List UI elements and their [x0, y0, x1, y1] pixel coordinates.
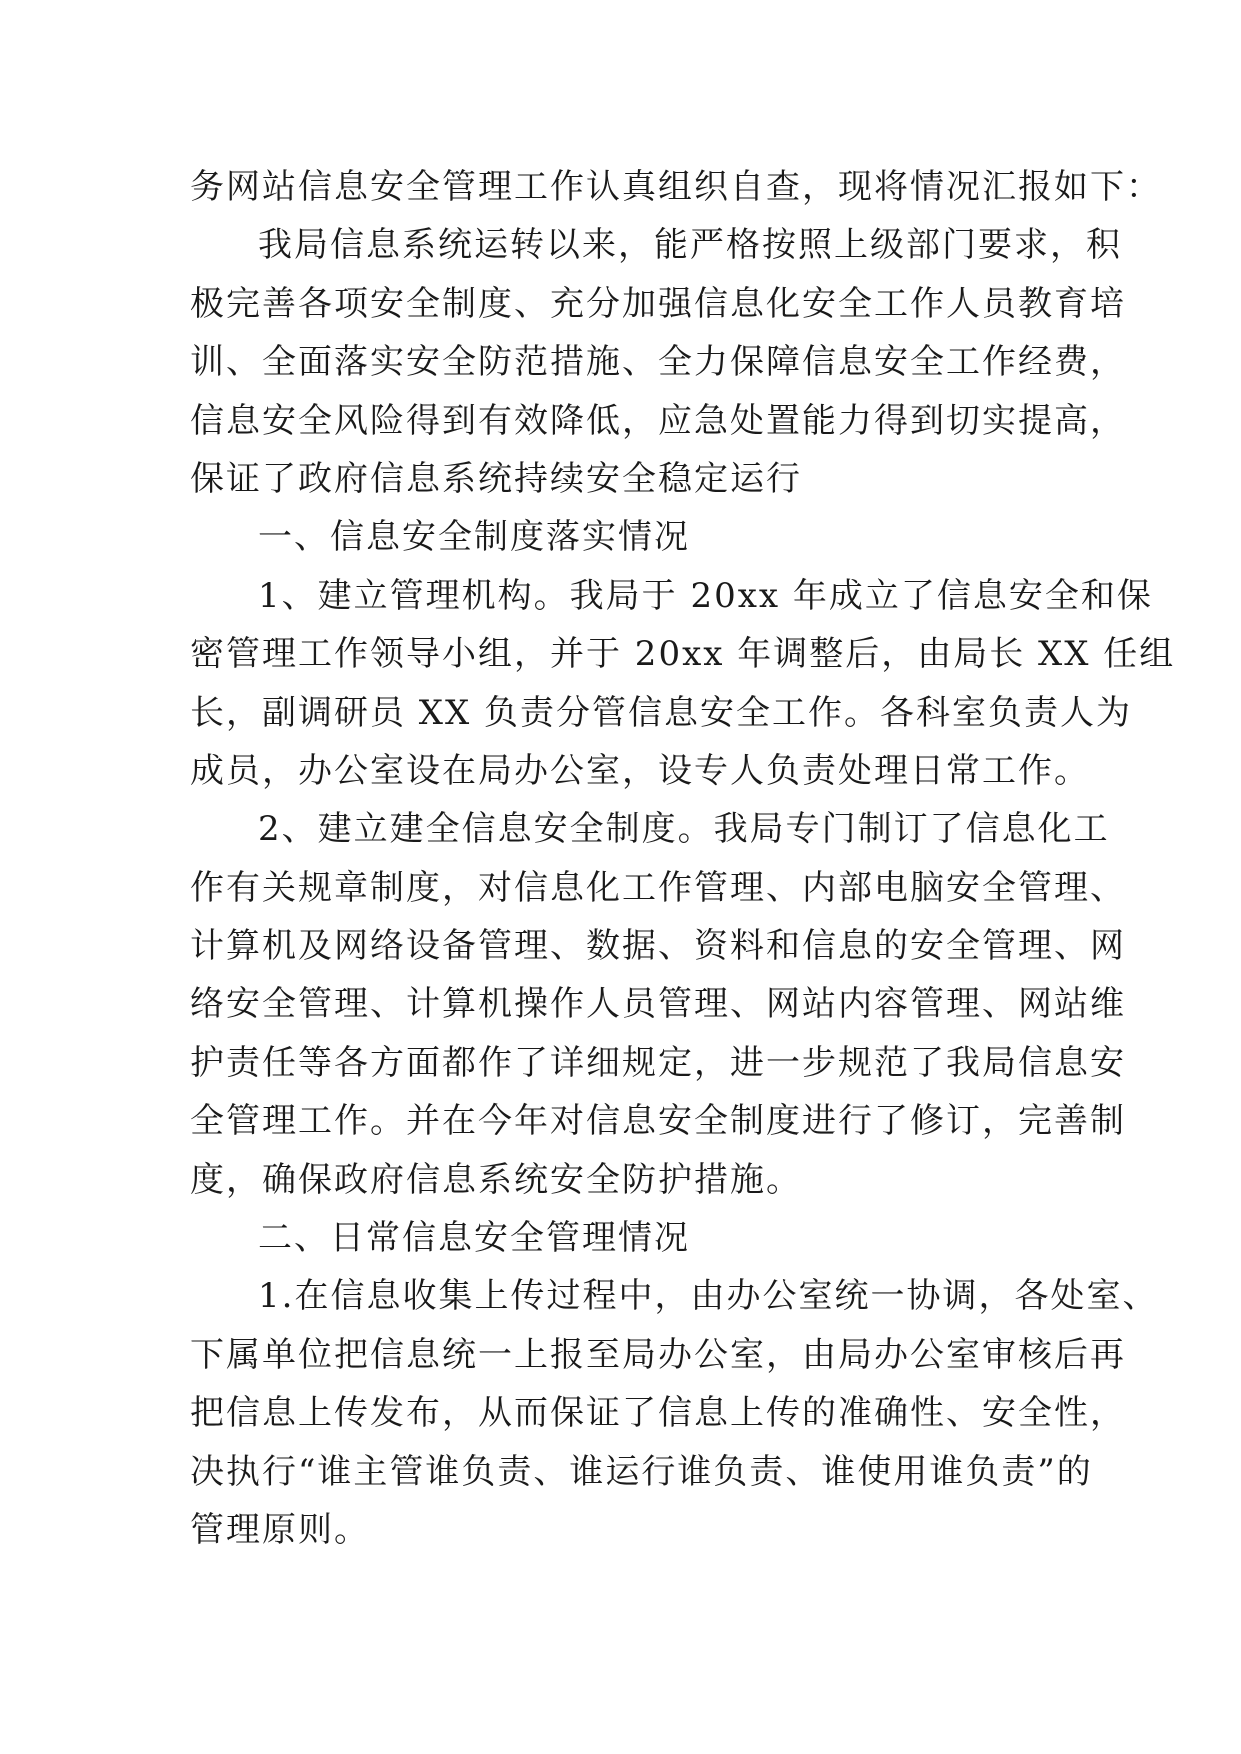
text-line: 长，副调研员 XX 负责分管信息安全工作。各科室负责人为: [190, 692, 1133, 733]
text-line: 1.在信息收集上传过程中，由办公室统一协调，各处室、: [258, 1276, 1159, 1317]
text-line: 训、全面落实安全防范措施、全力保障信息安全工作经费，: [190, 342, 1126, 383]
text-line: 极完善各项安全制度、充分加强信息化安全工作人员教育培: [190, 283, 1126, 324]
text-line: 决执行“谁主管谁负责、谁运行谁负责、谁使用谁负责”的: [190, 1451, 1093, 1492]
text-line: 全管理工作。并在今年对信息安全制度进行了修订，完善制: [190, 1101, 1126, 1142]
section-heading: 二、日常信息安全管理情况: [258, 1218, 690, 1259]
document-body: [190, 158, 1176, 1559]
text-line: 把信息上传发布，从而保证了信息上传的准确性、安全性，: [190, 1393, 1126, 1434]
text-line: 我局信息系统运转以来，能严格按照上级部门要求，积: [258, 225, 1122, 266]
text-line: 护责任等各方面都作了详细规定，进一步规范了我局信息安: [190, 1042, 1126, 1083]
text-line: 保证了政府信息系统持续安全稳定运行: [190, 458, 802, 499]
text-line: 信息安全风险得到有效降低，应急处置能力得到切实提高，: [190, 400, 1126, 441]
section-heading: 一、信息安全制度落实情况: [258, 517, 690, 558]
text-line: 管理原则。: [190, 1509, 370, 1550]
text-line: 2、建立建全信息安全制度。我局专门制订了信息化工: [258, 809, 1110, 850]
text-line: 密管理工作领导小组，并于 20xx 年调整后，由局长 XX 任组: [190, 634, 1176, 675]
text-line: 作有关规章制度，对信息化工作管理、内部电脑安全管理、: [190, 867, 1126, 908]
text-line: 络安全管理、计算机操作人员管理、网站内容管理、网站维: [190, 984, 1126, 1025]
text-line: 下属单位把信息统一上报至局办公室，由局办公室审核后再: [190, 1334, 1126, 1375]
text-line: 计算机及网络设备管理、数据、资料和信息的安全管理、网: [190, 926, 1126, 967]
text-line: 1、建立管理机构。我局于 20xx 年成立了信息安全和保: [258, 575, 1153, 616]
text-line: 成员，办公室设在局办公室，设专人负责处理日常工作。: [190, 750, 1090, 791]
text-line: 务网站信息安全管理工作认真组织自查，现将情况汇报如下：: [190, 167, 1162, 207]
text-line: 度，确保政府信息系统安全防护措施。: [190, 1159, 802, 1200]
